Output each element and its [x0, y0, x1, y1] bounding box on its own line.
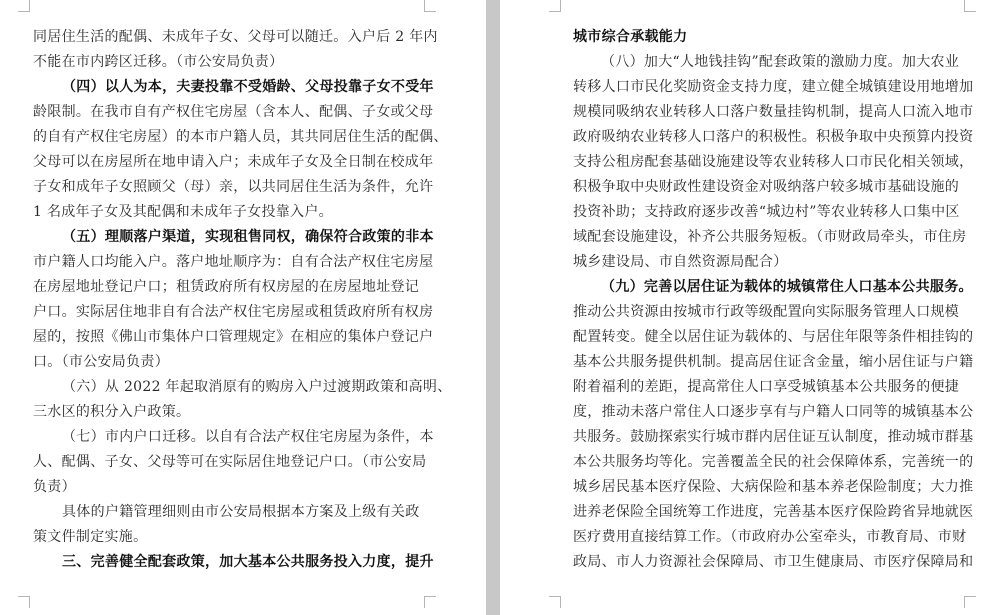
- text-line: 市户籍人口均能入户。落户地址顺序为：自有合法产权住宅房屋: [33, 254, 434, 270]
- chapter-heading: 三、完善健全配套政策，加大基本公共服务投入力度，提升: [62, 554, 434, 570]
- text-line: 度，推动未落户常住人口逐步享有与户籍人口同等的城镇基本公: [573, 404, 974, 420]
- text-line: 龄限制。在我市自有产权住宅房屋（含本人、配偶、子女或父母: [33, 104, 434, 120]
- text-line: 负责）: [33, 479, 76, 495]
- page-corner-mark: [549, 0, 561, 12]
- text-line: 本公共服务均等化。完善覆盖全民的社会保障体系，完善统一的: [573, 454, 974, 470]
- text-line: 基本公共服务提供机制。提高居住证含金量，缩小居住证与户籍: [573, 354, 974, 370]
- section-heading: （九）完善以居住证为载体的城镇常住人口基本公共服务。: [601, 279, 973, 295]
- text-line: 人、配偶、子女、父母等可在实际居住地登记户口。（市公安局: [33, 454, 427, 470]
- text-line: 不能在市内跨区迁移。（市公安局负责）: [33, 54, 284, 70]
- page-corner-mark: [18, 596, 30, 608]
- text-line: 具体的户籍管理细则由市公安局根据本方案及上级有关政: [62, 504, 420, 520]
- text-line: 附着福利的差距，提高常住人口享受城镇基本公共服务的便捷: [573, 379, 960, 395]
- text-line: （七）市内户口迁移。以自有合法产权住宅房屋为条件，本: [62, 429, 434, 445]
- page-corner-mark: [964, 0, 976, 12]
- text-line: 规模同吸纳农业转移人口落户数量挂钩机制，提高人口流入地市: [573, 104, 974, 120]
- text-line: 共服务。鼓励探索实行城市群内居住证互认制度，推动城市群基: [573, 429, 974, 445]
- text-line: 域配套设施建设，补齐公共服务短板。（市财政局牵头，市住房: [573, 229, 967, 245]
- page-separator: [486, 0, 500, 615]
- page-corner-mark: [549, 596, 561, 608]
- text-line: 转移人口市民化奖励资金支持力度，建立健全城镇建设用地增加: [573, 79, 974, 95]
- text-line: 三水区的积分入户政策。: [33, 404, 191, 420]
- text-line: 配置转变。健全以居住证为载体的、与居住年限等条件相挂钩的: [573, 329, 974, 345]
- text-line: 政局、市人力资源社会保障局、市卫生健康局、市医疗保障局和: [573, 554, 974, 570]
- page-corner-mark: [424, 0, 436, 12]
- text-line: 策文件制定实施。: [33, 529, 148, 545]
- text-line: 口。（市公安局负责）: [33, 354, 169, 370]
- section-heading: （八）加大“人地钱挂钩”配套政策的激励力度。加大农业: [601, 54, 960, 70]
- text-line: 城乡建设局、市自然资源局配合）: [573, 254, 788, 270]
- text-line: 政府吸纳农业转移人口落户的积极性。积极争取中央预算内投资: [573, 129, 974, 145]
- text-line: 在房屋地址登记户口；租赁政府所有权房屋的在房屋地址登记: [33, 279, 420, 295]
- page-corner-mark: [18, 0, 30, 12]
- text-line: 父母可以在房屋所在地申请入户；未成年子女及全日制在校成年: [33, 154, 434, 170]
- left-document-page: [0, 0, 486, 615]
- text-line: 医疗费用直接结算工作。（市政府办公室牵头，市教育局、市财: [573, 529, 967, 545]
- text-line: 1 名成年子女及其配偶和未成年子女投靠入户。: [33, 204, 333, 220]
- text-line: 推动公共资源由按城市行政等级配置向实际服务管理人口规模: [573, 304, 960, 320]
- chapter-heading: 城市综合承载能力: [573, 29, 688, 45]
- section-heading: （四）以人为本，夫妻投靠不受婚龄、父母投靠子女不受年: [62, 79, 434, 95]
- section-heading: （五）理顺落户渠道，实现租售同权，确保符合政策的非本: [62, 229, 434, 245]
- text-line: 子女和成年子女照顾父（母）亲，以共同居住生活为条件，允许: [33, 179, 434, 195]
- text-line: 屋的，按照《佛山市集体户口管理规定》在相应的集体户登记户: [33, 329, 434, 345]
- page-corner-mark: [424, 596, 436, 608]
- text-line: 进养老保险全国统筹工作进度，完善基本医疗保险跨省异地就医: [573, 504, 974, 520]
- text-line: 城乡居民基本医疗保险、大病保险和基本养老保险制度；大力推: [573, 479, 974, 495]
- text-line: 户口。实际居住地非自有合法产权住宅房屋或租赁政府所有权房: [33, 304, 434, 320]
- text-line: 投资补助；支持政府逐步改善“城边村”等农业转移人口集中区: [573, 204, 960, 220]
- text-line: 支持公租房配套基础设施建设等农业转移人口市民化相关领域，: [573, 154, 974, 170]
- text-line: 同居住生活的配偶、未成年子女、父母可以随迁。入户后 2 年内: [33, 29, 438, 45]
- text-line: 的自有产权住宅房屋）的本市户籍人员，其共同居住生活的配偶、: [33, 129, 448, 145]
- page-corner-mark: [964, 596, 976, 608]
- right-document-page: [500, 0, 1000, 615]
- text-line: 积极争取中央财政性建设资金对吸纳落户较多城市基础设施的: [573, 179, 960, 195]
- text-line: （六）从 2022 年起取消原有的购房入户过渡期政策和高明、: [62, 379, 452, 395]
